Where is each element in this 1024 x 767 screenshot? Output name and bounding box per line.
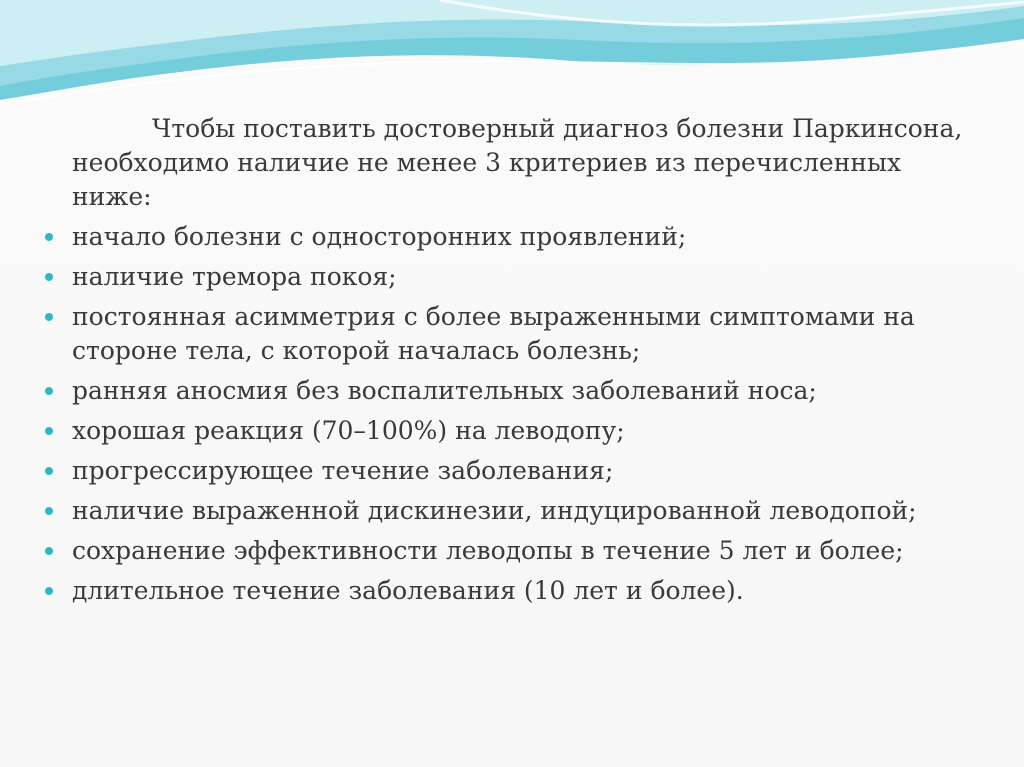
- bullet-icon: [45, 507, 53, 515]
- bullet-icon: [45, 387, 53, 395]
- slide-body: [42, 112, 982, 614]
- list-item-text: постоянная асимметрия с более выраженными симптомами на стороне тела, с которой началась болезнь;: [72, 302, 915, 365]
- list-item-text: длительное течение заболевания (10 лет и более).: [72, 576, 744, 605]
- bullet-icon: [45, 313, 53, 321]
- list-item: [42, 454, 982, 488]
- list-item-text: прогрессирующее течение заболевания;: [72, 456, 614, 485]
- bullet-icon: [45, 233, 53, 241]
- bullet-icon: [45, 427, 53, 435]
- criteria-list: [42, 220, 982, 608]
- list-item-text: хорошая реакция (70–100%) на леводопу;: [72, 416, 625, 445]
- list-item: [42, 534, 982, 568]
- header-wave-decoration: [0, 0, 1024, 130]
- list-item: [42, 574, 982, 608]
- list-item: [42, 220, 982, 254]
- list-item: [42, 494, 982, 528]
- list-item-text: сохранение эффективности леводопы в течение 5 лет и более;: [72, 536, 904, 565]
- bullet-icon: [45, 587, 53, 595]
- list-item-text: наличие тремора покоя;: [72, 262, 397, 291]
- intro-paragraph: Чтобы поставить достоверный диагноз болезни Паркинсона, необходимо наличие не менее 3 критериев из перечисленных ниже:: [72, 114, 963, 211]
- list-item-text: начало болезни с односторонних проявлений;: [72, 222, 687, 251]
- bullet-icon: [45, 547, 53, 555]
- list-item: [42, 300, 982, 368]
- list-item: [42, 374, 982, 408]
- bullet-icon: [45, 273, 53, 281]
- bullet-icon: [45, 467, 53, 475]
- list-item: [42, 260, 982, 294]
- list-item-text: наличие выраженной дискинезии, индуцированной леводопой;: [72, 496, 917, 525]
- list-item-text: ранняя аносмия без воспалительных заболеваний носа;: [72, 376, 817, 405]
- list-item: [42, 414, 982, 448]
